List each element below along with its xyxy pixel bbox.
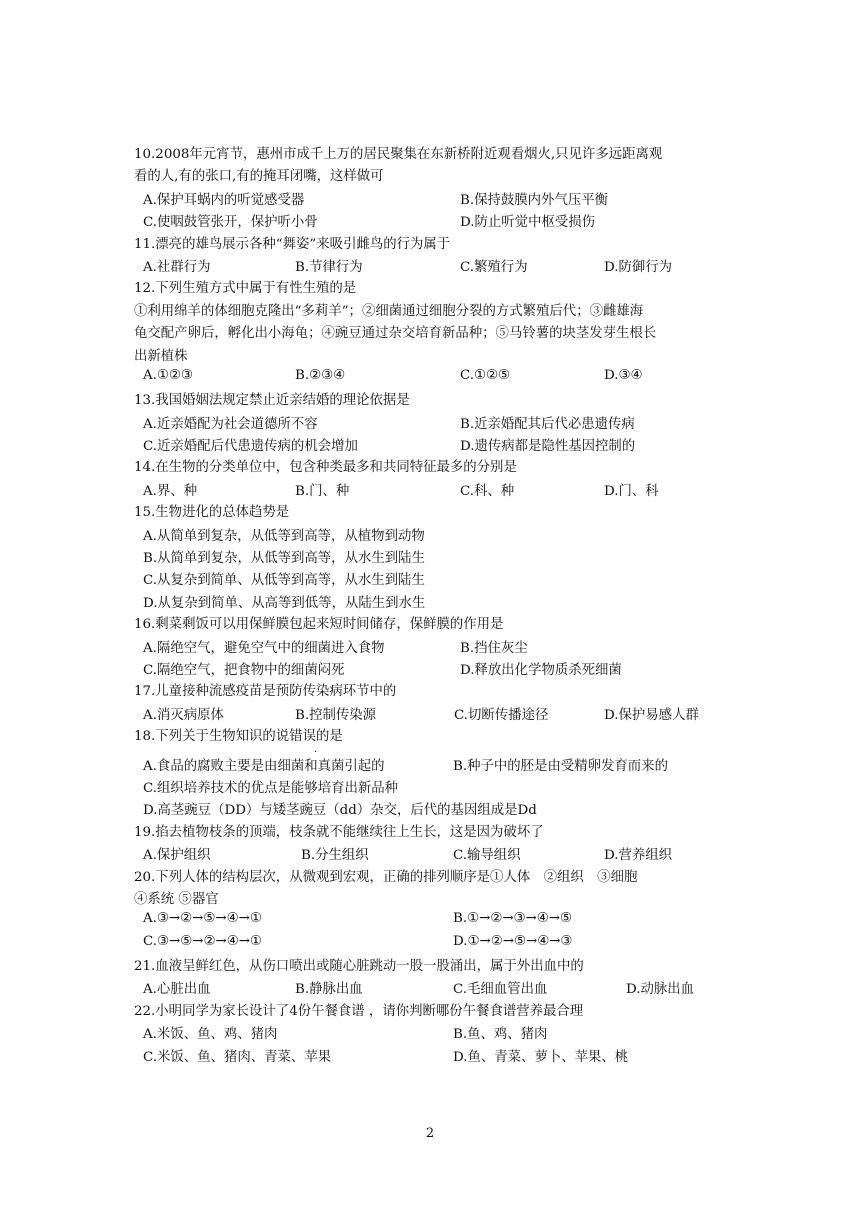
question-list (134, 144, 730, 1068)
question-12-option-c: C.①②⑤ (460, 367, 511, 383)
question-19 (134, 822, 730, 867)
question-15 (134, 502, 730, 614)
question-20-option-c: C.③→⑤→②→④→① (143, 933, 262, 949)
question-22 (134, 1001, 730, 1068)
question-18-option-c: C.组织培养技术的优点是能够培育出新品种 (143, 780, 399, 796)
question-13-option-d: D.遗传病都是隐性基因控制的 (460, 439, 636, 455)
question-20 (134, 867, 730, 957)
question-13-stem: 13.我国婚姻法规定禁止近亲结婚的理论依据是 (134, 393, 410, 409)
page-number: 2 (425, 1126, 435, 1141)
question-22-option-c: C.米饭、鱼、猪肉、青菜、苹果 (143, 1049, 332, 1065)
question-22-option-a: A.米饭、鱼、鸡、猪肉 (143, 1027, 278, 1043)
question-18-stem: 18.下列关于生物知识的说错误的是 (134, 729, 343, 745)
question-17-option-a: A.消灭病原体 (143, 707, 224, 723)
question-20-stem-line-2: ④系统 ⑤器官 (134, 891, 219, 907)
question-10-option-d: D.防止听觉中枢受损伤 (460, 215, 596, 231)
question-18-option-d: D.高茎豌豆（DD）与矮茎豌豆（dd）杂交，后代的基因组成是Dd (143, 803, 537, 819)
question-11-option-b: B.节律行为 (295, 259, 363, 275)
question-16 (134, 614, 730, 681)
question-12-stem-line-4: 出新植株 (134, 348, 188, 364)
question-18 (134, 726, 730, 822)
question-20-stem-line-1: 20.下列人体的结构层次，从微观到宏观，正确的排列顺序是①人体 ②组织 ③细胞 (134, 869, 638, 885)
question-20-option-b: B.①→②→③→④→⑤ (453, 911, 572, 927)
question-12-stem-line-2: ①利用绵羊的体细胞克隆出“多莉羊”；②细菌通过细胞分裂的方式繁殖后代；③雌雄海 (134, 303, 644, 319)
question-18-option-a: A.食品的腐败主要是由细菌和真菌引起的 (143, 758, 385, 774)
question-14-option-d: D.门、科 (604, 483, 659, 499)
question-10-option-b: B.保持鼓膜内外气压平衡 (460, 192, 609, 208)
question-14 (134, 457, 730, 502)
question-21-option-a: A.心脏出血 (143, 982, 211, 998)
question-21-option-d: D.动脉出血 (626, 982, 695, 998)
question-16-option-c: C.隔绝空气，把食物中的细菌闷死 (143, 662, 345, 678)
question-20-option-a: A.③→②→⑤→④→① (143, 911, 262, 927)
question-11 (134, 234, 730, 279)
question-16-option-b: B.挡住灰尘 (460, 640, 528, 656)
question-21-option-b: B.静脉出血 (295, 982, 363, 998)
question-13-option-a: A.近亲婚配为社会道德所不容 (143, 416, 318, 432)
question-22-stem: 22.小明同学为家长设计了4份午餐食谱 ，请你判断哪份午餐食谱营养最合理 (134, 1003, 584, 1019)
question-12-option-b: B.②③④ (295, 367, 346, 383)
question-12 (134, 278, 730, 390)
question-17-option-c: C.切断传播途径 (454, 707, 549, 723)
question-19-option-c: C.输导组织 (453, 848, 521, 864)
question-12-option-d: D.③④ (604, 367, 643, 383)
question-14-stem: 14.在生物的分类单位中，包含种类最多和共同特征最多的分别是 (134, 460, 517, 476)
question-11-option-a: A.社群行为 (143, 259, 211, 275)
question-10-option-a: A.保护耳蜗内的听觉感受器 (143, 192, 305, 208)
question-19-stem: 19.掐去植物枝条的顶端，枝条就不能继续往上生长，这是因为破坏了 (134, 824, 544, 840)
question-14-option-b: B.门、种 (295, 483, 350, 499)
question-13 (134, 390, 730, 457)
question-17-option-b: B.控制传染源 (295, 707, 377, 723)
question-10-stem-line-1: 10.2008年元宵节，惠州市成千上万的居民聚集在东新桥附近观看烟火,只见许多远距离观 (134, 147, 663, 162)
question-16-stem: 16.剩菜剩饭可以用保鲜膜包起来短时间储存，保鲜膜的作用是 (134, 617, 504, 633)
question-21 (134, 956, 730, 1001)
question-15-option-c: C.从复杂到简单、从低等到高等，从水生到陆生 (143, 573, 425, 589)
question-17 (134, 681, 730, 726)
question-11-option-c: C.繁殖行为 (460, 259, 528, 275)
question-21-option-c: C.毛细血管出血 (453, 982, 548, 998)
question-17-stem: 17.儿童接种流感疫苗是预防传染病环节中的 (134, 684, 397, 700)
question-12-option-a: A.①②③ (143, 367, 193, 383)
question-18-option-b: B.种子中的胚是由受精卵发育而来的 (453, 758, 668, 774)
question-17-option-d: D.保护易感人群 (604, 707, 699, 723)
question-11-stem: 11.漂亮的雄鸟展示各种“舞姿”来吸引雌鸟的行为属于 (134, 236, 451, 252)
question-12-stem-line-1: 12.下列生殖方式中属于有性生殖的是 (134, 281, 357, 297)
question-10 (134, 144, 730, 234)
question-11-option-d: D.防御行为 (604, 259, 673, 275)
question-19-option-a: A.保护组织 (143, 848, 211, 864)
question-22-option-d: D.鱼、青菜、萝卜、苹果、桃 (453, 1049, 629, 1065)
question-15-option-b: B.从简单到复杂，从低等到高等，从水生到陆生 (143, 551, 425, 567)
question-16-option-a: A.隔绝空气，避免空气中的细菌进入食物 (143, 640, 385, 656)
question-21-stem: 21.血液呈鲜红色，从伤口喷出或随心脏跳动一股一股涌出，属于外出血中的 (134, 959, 584, 975)
question-12-stem-line-3: 龟交配产卵后，孵化出小海龟；④豌豆通过杂交培育新品种；⑤马铃薯的块茎发芽生根长 (134, 326, 657, 342)
question-19-option-b: B.分生组织 (301, 848, 369, 864)
question-15-option-a: A.从简单到复杂，从低等到高等，从植物到动物 (143, 528, 425, 544)
question-10-stem-line-2: 看的人,有的张口,有的掩耳闭嘴，这样做可 (134, 169, 384, 185)
question-13-option-c: C.近亲婚配后代患遗传病的机会增加 (143, 439, 358, 455)
question-22-option-b: B.鱼、鸡、猪肉 (453, 1027, 548, 1043)
question-14-option-a: A.界、种 (143, 483, 198, 499)
question-16-option-d: D.释放出化学物质杀死细菌 (460, 662, 622, 678)
question-20-option-d: D.①→②→⑤→④→③ (453, 933, 573, 949)
question-15-stem: 15.生物进化的总体趋势是 (134, 505, 290, 521)
question-19-option-d: D.营养组织 (604, 848, 673, 864)
question-10-option-c: C.使咽鼓管张开，保护听小骨 (143, 215, 318, 231)
question-15-option-d: D.从复杂到简单、从高等到低等，从陆生到水生 (143, 595, 426, 611)
question-13-option-b: B.近亲婚配其后代必患遗传病 (460, 416, 635, 432)
question-14-option-c: C.科、种 (460, 483, 515, 499)
emphasis-dot: · (314, 747, 318, 759)
